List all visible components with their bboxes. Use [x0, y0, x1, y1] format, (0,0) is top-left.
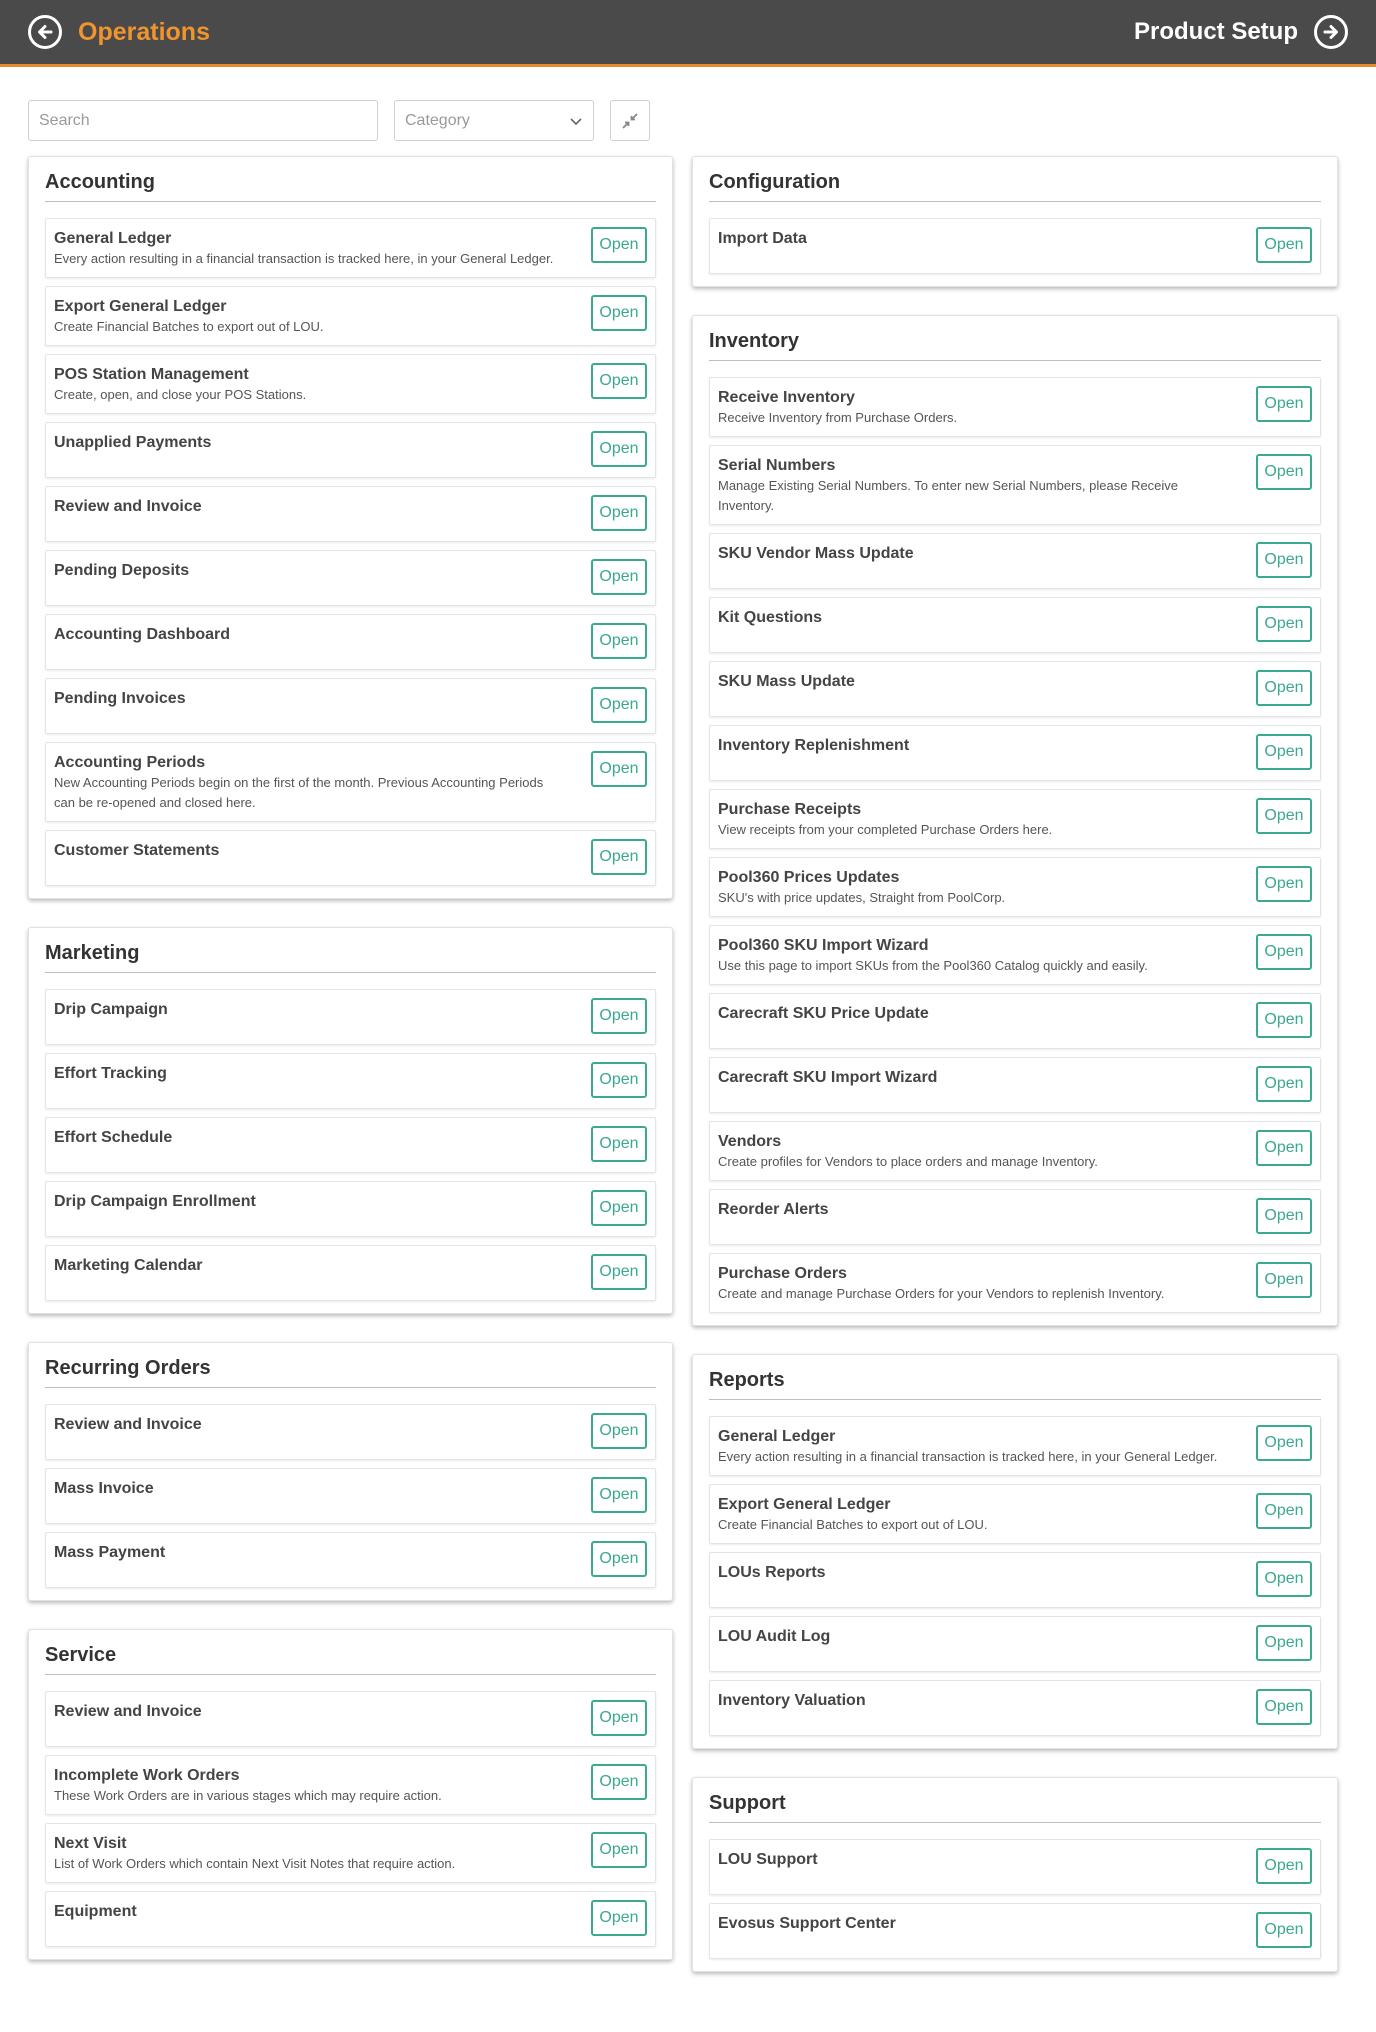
arrow-left-circle-icon[interactable] — [28, 15, 62, 49]
item-serial-numbers — [709, 445, 1321, 525]
item-title: Purchase Receipts — [718, 801, 862, 818]
item-title: POS Station Management — [54, 366, 249, 383]
item-pool360-sku-import-wizard — [709, 925, 1321, 985]
open-button[interactable]: Open — [1256, 934, 1312, 970]
open-button[interactable]: Open — [1256, 1425, 1312, 1461]
open-button[interactable]: Open — [1256, 1625, 1312, 1661]
top-nav-bar — [0, 0, 1376, 67]
item-title: Effort Schedule — [54, 1129, 173, 1146]
open-button[interactable]: Open — [1256, 1561, 1312, 1597]
item-description: Create Financial Batches to export out of LOU. — [718, 1517, 988, 1532]
panel-marketing — [28, 927, 673, 1314]
item-description: Create Financial Batches to export out of LOU. — [54, 319, 324, 334]
collapse-all-button[interactable] — [610, 100, 650, 141]
item-title: Equipment — [54, 1903, 137, 1920]
open-button[interactable]: Open — [591, 295, 647, 331]
panel-title: Support — [709, 1784, 1321, 1823]
item-description: List of Work Orders which contain Next Visit Notes that require action. — [54, 1856, 456, 1871]
open-button[interactable]: Open — [1256, 1002, 1312, 1038]
open-button[interactable]: Open — [591, 1832, 647, 1868]
product-setup-link[interactable]: Product Setup — [1133, 18, 1298, 45]
open-button[interactable]: Open — [591, 687, 647, 723]
item-sku-vendor-mass-update — [709, 533, 1321, 589]
panel-reports — [692, 1354, 1338, 1749]
collapse-arrows-icon — [619, 110, 641, 132]
search-input[interactable] — [28, 100, 378, 141]
item-description: SKU's with price updates, Straight from PoolCorp. — [718, 890, 1006, 905]
item-next-visit — [45, 1823, 656, 1883]
item-sku-mass-update — [709, 661, 1321, 717]
item-title: Accounting Dashboard — [54, 626, 231, 643]
item-title: Carecraft SKU Import Wizard — [718, 1069, 938, 1086]
item-drip-campaign — [45, 989, 656, 1045]
item-accounting-periods — [45, 742, 656, 822]
panel-title: Accounting — [45, 163, 656, 202]
open-button[interactable]: Open — [1256, 386, 1312, 422]
open-button[interactable]: Open — [1256, 542, 1312, 578]
item-title: Marketing Calendar — [54, 1257, 203, 1274]
item-receive-inventory — [709, 377, 1321, 437]
item-title: Pending Invoices — [54, 690, 186, 707]
item-title: LOU Support — [718, 1851, 818, 1868]
item-pending-invoices — [45, 678, 656, 734]
item-title: Review and Invoice — [54, 1416, 202, 1433]
item-title: Kit Questions — [718, 609, 823, 626]
open-button[interactable]: Open — [1256, 1689, 1312, 1725]
right-column — [692, 156, 1338, 2000]
nav-left — [28, 15, 210, 49]
open-button[interactable]: Open — [591, 227, 647, 263]
open-button[interactable]: Open — [591, 1413, 647, 1449]
item-title: Receive Inventory — [718, 389, 855, 406]
item-title: Export General Ledger — [54, 298, 227, 315]
item-description: View receipts from your completed Purchase Orders here. — [718, 822, 1053, 837]
item-title: SKU Vendor Mass Update — [718, 545, 914, 562]
item-title: Next Visit — [54, 1835, 127, 1852]
item-effort-tracking — [45, 1053, 656, 1109]
panel-title: Service — [45, 1636, 656, 1675]
open-button[interactable]: Open — [1256, 670, 1312, 706]
item-drip-campaign-enrollment — [45, 1181, 656, 1237]
panel-recurring-orders — [28, 1342, 673, 1601]
item-pool360-prices-updates — [709, 857, 1321, 917]
item-marketing-calendar — [45, 1245, 656, 1301]
open-button[interactable]: Open — [591, 1700, 647, 1736]
item-title: General Ledger — [54, 230, 172, 247]
item-title: SKU Mass Update — [718, 673, 855, 690]
nav-right[interactable] — [1134, 15, 1348, 49]
open-button[interactable]: Open — [1256, 1262, 1312, 1298]
item-title: Pending Deposits — [54, 562, 190, 579]
item-title: Inventory Valuation — [718, 1692, 866, 1709]
item-effort-schedule — [45, 1117, 656, 1173]
item-review-and-invoice — [45, 486, 656, 542]
open-button[interactable]: Open — [591, 495, 647, 531]
item-title: Inventory Replenishment — [718, 737, 910, 754]
item-accounting-dashboard — [45, 614, 656, 670]
item-review-and-invoice — [45, 1691, 656, 1747]
item-import-data — [709, 218, 1321, 274]
item-purchase-orders — [709, 1253, 1321, 1313]
open-button[interactable]: Open — [1256, 1130, 1312, 1166]
item-reorder-alerts — [709, 1189, 1321, 1245]
item-title: Pool360 Prices Updates — [718, 869, 900, 886]
item-title: Mass Payment — [54, 1544, 166, 1561]
item-lou-support — [709, 1839, 1321, 1895]
panel-service — [28, 1629, 673, 1960]
item-title: Import Data — [718, 230, 807, 247]
panel-title: Reports — [709, 1361, 1321, 1400]
open-button[interactable]: Open — [591, 1254, 647, 1290]
item-description: Create and manage Purchase Orders for your Vendors to replenish Inventory. — [718, 1286, 1165, 1301]
item-description: New Accounting Periods begin on the first of the month. Previous Accounting Periods can be re-opened and closed here. — [54, 775, 544, 810]
item-description: Create, open, and close your POS Stations. — [54, 387, 307, 402]
open-button[interactable]: Open — [591, 1541, 647, 1577]
item-description: Create profiles for Vendors to place orders and manage Inventory. — [718, 1154, 1098, 1169]
open-button[interactable]: Open — [1256, 734, 1312, 770]
panel-title: Inventory — [709, 322, 1321, 361]
panel-title: Configuration — [709, 163, 1321, 202]
item-general-ledger — [45, 218, 656, 278]
item-title: General Ledger — [718, 1428, 836, 1445]
item-description: Manage Existing Serial Numbers. To enter new Serial Numbers, please Receive Inventory. — [718, 478, 1179, 513]
open-button[interactable]: Open — [1256, 606, 1312, 642]
open-button[interactable]: Open — [1256, 1912, 1312, 1948]
panel-support — [692, 1777, 1338, 1972]
item-export-general-ledger — [45, 286, 656, 346]
item-kit-questions — [709, 597, 1321, 653]
open-button[interactable]: Open — [1256, 1848, 1312, 1884]
arrow-left-glyph — [35, 22, 55, 42]
item-purchase-receipts — [709, 789, 1321, 849]
open-button[interactable]: Open — [1256, 798, 1312, 834]
item-title: Effort Tracking — [54, 1065, 167, 1082]
item-customer-statements — [45, 830, 656, 886]
open-button[interactable]: Open — [591, 1190, 647, 1226]
item-title: LOU Audit Log — [718, 1628, 831, 1645]
item-general-ledger — [709, 1416, 1321, 1476]
left-column — [28, 156, 673, 1988]
open-button[interactable]: Open — [591, 363, 647, 399]
category-select-label: Category — [405, 111, 470, 129]
item-title: Review and Invoice — [54, 498, 202, 515]
panel-configuration — [692, 156, 1338, 287]
open-button[interactable]: Open — [591, 559, 647, 595]
item-carecraft-sku-price-update — [709, 993, 1321, 1049]
item-vendors — [709, 1121, 1321, 1181]
item-lou-audit-log — [709, 1616, 1321, 1672]
open-button[interactable]: Open — [1256, 1066, 1312, 1102]
item-title: Pool360 SKU Import Wizard — [718, 937, 929, 954]
item-inventory-valuation — [709, 1680, 1321, 1736]
item-title: Vendors — [718, 1133, 782, 1150]
item-export-general-ledger — [709, 1484, 1321, 1544]
panel-accounting — [28, 156, 673, 899]
item-title: Unapplied Payments — [54, 434, 212, 451]
open-button[interactable]: Open — [591, 1477, 647, 1513]
panel-title: Recurring Orders — [45, 1349, 656, 1388]
open-button[interactable]: Open — [591, 998, 647, 1034]
open-button[interactable]: Open — [591, 1062, 647, 1098]
open-button[interactable]: Open — [591, 839, 647, 875]
item-title: Drip Campaign Enrollment — [54, 1193, 256, 1210]
item-equipment — [45, 1891, 656, 1947]
open-button[interactable]: Open — [591, 623, 647, 659]
item-title: LOUs Reports — [718, 1564, 826, 1581]
item-description: Receive Inventory from Purchase Orders. — [718, 410, 958, 425]
open-button[interactable]: Open — [591, 1900, 647, 1936]
item-incomplete-work-orders — [45, 1755, 656, 1815]
item-title: Export General Ledger — [718, 1496, 891, 1513]
item-description: Use this page to import SKUs from the Pool360 Catalog quickly and easily. — [718, 958, 1148, 973]
open-button[interactable]: Open — [1256, 454, 1312, 490]
item-title: Customer Statements — [54, 842, 220, 859]
item-inventory-replenishment — [709, 725, 1321, 781]
open-button[interactable]: Open — [1256, 866, 1312, 902]
panel-title: Marketing — [45, 934, 656, 973]
open-button[interactable]: Open — [1256, 227, 1312, 263]
item-title: Mass Invoice — [54, 1480, 154, 1497]
arrow-right-glyph — [1321, 22, 1341, 42]
open-button[interactable]: Open — [1256, 1198, 1312, 1234]
chevron-down-icon — [569, 114, 583, 128]
open-button[interactable]: Open — [591, 751, 647, 787]
open-button[interactable]: Open — [591, 1126, 647, 1162]
item-title: Incomplete Work Orders — [54, 1767, 240, 1784]
category-select[interactable] — [394, 100, 594, 141]
item-evosus-support-center — [709, 1903, 1321, 1959]
item-title: Drip Campaign — [54, 1001, 168, 1018]
item-title: Evosus Support Center — [718, 1915, 896, 1932]
open-button[interactable]: Open — [591, 1764, 647, 1800]
page-title: Operations — [78, 17, 210, 46]
item-title: Review and Invoice — [54, 1703, 202, 1720]
item-unapplied-payments — [45, 422, 656, 478]
item-title: Reorder Alerts — [718, 1201, 829, 1218]
item-mass-invoice — [45, 1468, 656, 1524]
arrow-right-circle-icon[interactable] — [1314, 15, 1348, 49]
item-title: Carecraft SKU Price Update — [718, 1005, 929, 1022]
item-carecraft-sku-import-wizard — [709, 1057, 1321, 1113]
item-description: These Work Orders are in various stages which may require action. — [54, 1788, 442, 1803]
item-mass-payment — [45, 1532, 656, 1588]
item-title: Purchase Orders — [718, 1265, 847, 1282]
item-pending-deposits — [45, 550, 656, 606]
filter-bar — [28, 100, 650, 141]
open-button[interactable]: Open — [591, 431, 647, 467]
item-pos-station-management — [45, 354, 656, 414]
panel-inventory — [692, 315, 1338, 1326]
open-button[interactable]: Open — [1256, 1493, 1312, 1529]
item-title: Serial Numbers — [718, 457, 836, 474]
item-title: Accounting Periods — [54, 754, 206, 771]
item-description: Every action resulting in a financial transaction is tracked here, in your General Ledger. — [718, 1449, 1218, 1464]
item-description: Every action resulting in a financial transaction is tracked here, in your General Ledger. — [54, 251, 554, 266]
item-review-and-invoice — [45, 1404, 656, 1460]
item-lous-reports — [709, 1552, 1321, 1608]
